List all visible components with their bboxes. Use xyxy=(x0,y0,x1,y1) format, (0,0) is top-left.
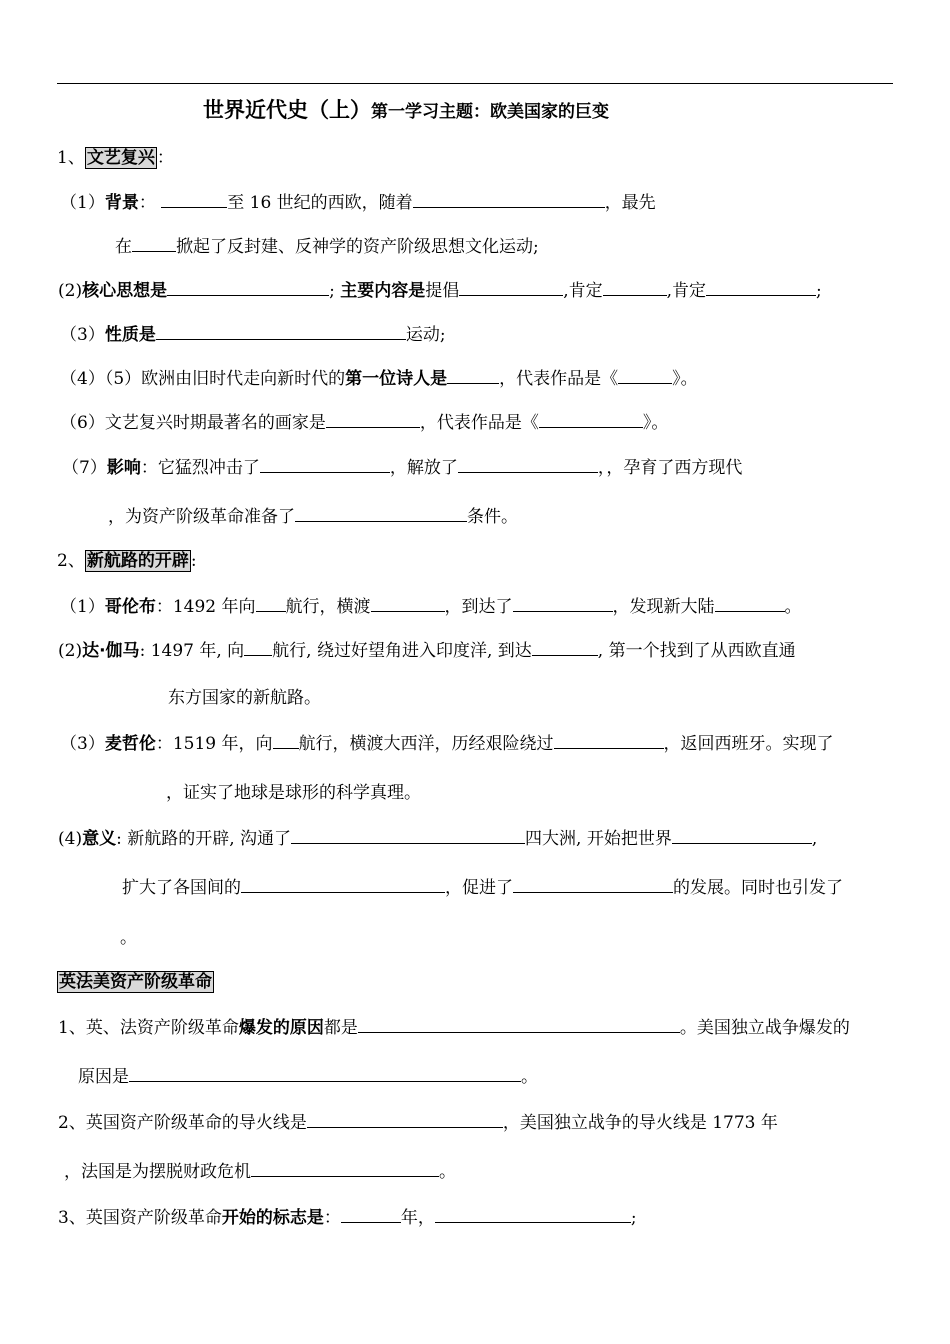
text-segment: ： xyxy=(138,193,156,213)
text-segment: (2) xyxy=(58,281,83,301)
text-segment: 。 xyxy=(120,928,137,948)
section-new-routes-heading xyxy=(57,549,197,573)
text-segment: ：它猛烈冲击了 xyxy=(140,458,260,478)
text-segment: , xyxy=(811,829,818,849)
text-segment: ，促进了 xyxy=(445,878,513,898)
renaissance-q1-line1 xyxy=(60,190,656,215)
text-segment: ，最先 xyxy=(604,193,656,213)
text-segment: 年， xyxy=(400,1208,435,1228)
text-segment: （3） xyxy=(60,325,105,345)
answer-blank[interactable] xyxy=(715,594,785,612)
text-segment: 3、英国资产阶级革命 xyxy=(58,1208,222,1228)
text-segment: 麦哲伦 xyxy=(104,734,156,754)
text-segment: ; xyxy=(329,281,341,301)
text-segment: 1、 xyxy=(57,148,85,168)
top-rule xyxy=(57,83,893,84)
answer-blank[interactable] xyxy=(129,1064,521,1082)
answer-blank[interactable] xyxy=(459,278,563,296)
text-segment: （1） xyxy=(60,597,105,617)
text-segment: 。 xyxy=(439,1162,456,1182)
text-segment: 航行，横渡 xyxy=(285,597,371,617)
text-segment: 2、 xyxy=(57,551,85,571)
new-routes-da-gama-line2 xyxy=(168,686,321,710)
text-segment: 扩大了各国间的 xyxy=(122,878,241,898)
text-segment: ，，孕育了西方现代 xyxy=(597,458,743,478)
revolutions-q2-line2 xyxy=(64,1159,456,1184)
answer-blank[interactable] xyxy=(251,1159,439,1177)
revolutions-q3 xyxy=(58,1205,637,1230)
answer-blank[interactable] xyxy=(273,731,299,749)
text-segment: 运动; xyxy=(405,325,446,345)
answer-blank[interactable] xyxy=(513,594,613,612)
renaissance-q7-line2 xyxy=(108,504,518,529)
answer-blank[interactable] xyxy=(244,638,272,656)
text-segment: ：1492 年向 xyxy=(155,597,256,617)
answer-blank[interactable] xyxy=(326,410,420,428)
text-segment: 第一位诗人是 xyxy=(345,369,448,389)
answer-blank[interactable] xyxy=(167,278,329,296)
text-segment: ： xyxy=(323,1208,341,1228)
answer-blank[interactable] xyxy=(539,410,643,428)
text-segment: ，解放了 xyxy=(389,458,458,478)
answer-blank[interactable] xyxy=(458,455,598,473)
new-routes-significance-line2 xyxy=(122,875,843,900)
highlight-heading: 文艺复兴 xyxy=(86,148,155,168)
text-segment: 核心思想是 xyxy=(82,281,168,301)
new-routes-significance-line1 xyxy=(58,826,817,851)
text-segment: ; xyxy=(816,281,822,301)
text-segment: 。 xyxy=(784,597,802,617)
text-segment: ，代表作品是《 xyxy=(419,413,539,433)
section-revolutions-heading xyxy=(57,970,214,994)
text-segment: ，发现新大陆 xyxy=(612,597,715,617)
renaissance-q4 xyxy=(60,366,698,391)
text-segment: 的发展。同时也引发了 xyxy=(673,878,843,898)
answer-blank[interactable] xyxy=(241,875,445,893)
text-segment: 影响 xyxy=(106,458,141,478)
text-segment: 在 xyxy=(115,237,132,257)
text-segment: ,肯定 xyxy=(563,281,603,301)
text-segment: 航行，横渡大西洋，历经艰险绕过 xyxy=(298,734,554,754)
highlight-heading: 英法美资产阶级革命 xyxy=(59,972,212,992)
text-segment: ： xyxy=(156,148,174,168)
answer-blank[interactable] xyxy=(260,455,390,473)
answer-blank[interactable] xyxy=(532,638,598,656)
text-segment: （7） xyxy=(62,458,107,478)
text-segment: 2、英国资产阶级革命的导火线是 xyxy=(58,1113,307,1133)
text-segment: （6）文艺复兴时期最著名的画家是 xyxy=(60,413,326,433)
text-segment: 。美国独立战争爆发的 xyxy=(679,1018,850,1038)
text-segment: 1、英、法资产阶级革命 xyxy=(58,1018,239,1038)
highlight-heading: 新航路的开辟 xyxy=(86,551,189,571)
text-segment: ，到达了 xyxy=(444,597,513,617)
answer-blank[interactable] xyxy=(295,504,467,522)
text-segment: ，证实了地球是球形的科学真理。 xyxy=(166,783,421,803)
renaissance-q7-line1 xyxy=(62,455,742,480)
answer-blank[interactable] xyxy=(358,1015,680,1033)
text-segment: 主要内容是 xyxy=(340,281,426,301)
answer-blank[interactable] xyxy=(435,1205,631,1223)
text-segment: ，代表作品是《 xyxy=(499,369,619,389)
text-segment: 条件。 xyxy=(467,507,518,527)
answer-blank[interactable] xyxy=(554,731,664,749)
text-segment: 都是 xyxy=(323,1018,358,1038)
answer-blank[interactable] xyxy=(291,826,525,844)
text-segment: : xyxy=(190,551,197,571)
text-segment: 掀起了反封建、反神学的资产阶级思想文化运动; xyxy=(176,237,539,257)
answer-blank[interactable] xyxy=(132,234,176,252)
text-segment: ，美国独立战争的导火线是 1773 年 xyxy=(502,1113,778,1133)
text-segment: 世界近代史（上） xyxy=(203,98,371,122)
new-routes-da-gama-line1 xyxy=(58,638,796,663)
text-segment: 背景 xyxy=(104,193,139,213)
renaissance-q2 xyxy=(58,278,822,303)
answer-blank[interactable] xyxy=(618,366,672,384)
new-routes-magellan-line2 xyxy=(166,781,421,805)
text-segment: 开始的标志是 xyxy=(221,1208,324,1228)
text-segment: , 第一个找到了从西欧直通 xyxy=(597,641,796,661)
renaissance-q3 xyxy=(60,322,446,347)
answer-blank[interactable] xyxy=(256,594,286,612)
text-segment: 。 xyxy=(521,1067,538,1087)
answer-blank[interactable] xyxy=(447,366,499,384)
answer-blank[interactable] xyxy=(603,278,667,296)
text-segment: 爆发的原因 xyxy=(238,1018,324,1038)
text-segment: ：1519 年，向 xyxy=(155,734,273,754)
answer-blank[interactable] xyxy=(413,190,605,208)
revolutions-q1-line2 xyxy=(78,1064,538,1089)
text-segment: 原因是 xyxy=(78,1067,129,1087)
new-routes-significance-line3 xyxy=(120,926,137,950)
text-segment: 航行, 绕过好望角进入印度洋, 到达 xyxy=(272,641,532,661)
text-segment: 》。 xyxy=(672,369,698,389)
text-segment: (4) xyxy=(58,829,83,849)
answer-blank[interactable] xyxy=(706,278,816,296)
text-segment: 第一学习主题：欧美国家的巨变 xyxy=(371,102,609,122)
renaissance-q1-line2 xyxy=(115,234,539,259)
text-segment: ，为资产阶级革命准备了 xyxy=(108,507,295,527)
answer-blank[interactable] xyxy=(341,1205,401,1223)
text-segment: 提倡 xyxy=(425,281,460,301)
new-routes-columbus xyxy=(60,594,802,619)
text-segment: （3） xyxy=(60,734,105,754)
text-segment: ，返回西班牙。实现了 xyxy=(663,734,834,754)
text-segment: 东方国家的新航路。 xyxy=(168,688,321,708)
page-title xyxy=(203,98,609,124)
section-renaissance-heading xyxy=(57,146,174,170)
revolutions-q2-line1 xyxy=(58,1110,778,1135)
text-segment: 四大洲, 开始把世界 xyxy=(525,829,672,849)
answer-blank[interactable] xyxy=(672,826,812,844)
text-segment: (2) xyxy=(58,641,83,661)
text-segment: ，法国是为摆脱财政危机 xyxy=(64,1162,251,1182)
answer-blank[interactable] xyxy=(371,594,445,612)
text-segment: ; xyxy=(630,1208,637,1228)
renaissance-q6 xyxy=(60,410,668,435)
revolutions-q1-line1 xyxy=(58,1015,850,1040)
text-segment: 至 16 世纪的西欧，随着 xyxy=(227,193,413,213)
answer-blank[interactable] xyxy=(161,190,227,208)
text-segment: 达·伽马 xyxy=(82,641,140,661)
text-segment: （1） xyxy=(60,193,105,213)
text-segment: 哥伦布 xyxy=(104,597,156,617)
text-segment: : 新航路的开辟, 沟通了 xyxy=(116,829,292,849)
text-segment: 》。 xyxy=(642,413,669,433)
answer-blank[interactable] xyxy=(156,322,406,340)
answer-blank[interactable] xyxy=(307,1110,503,1128)
answer-blank[interactable] xyxy=(513,875,673,893)
text-segment: ,肯定 xyxy=(666,281,707,301)
text-segment: （4）（5）欧洲由旧时代走向新时代的 xyxy=(60,369,346,389)
new-routes-magellan-line1 xyxy=(60,731,834,756)
text-segment: : 1497 年, 向 xyxy=(139,641,245,661)
text-segment: 意义 xyxy=(82,829,117,849)
text-segment: 性质是 xyxy=(104,325,156,345)
